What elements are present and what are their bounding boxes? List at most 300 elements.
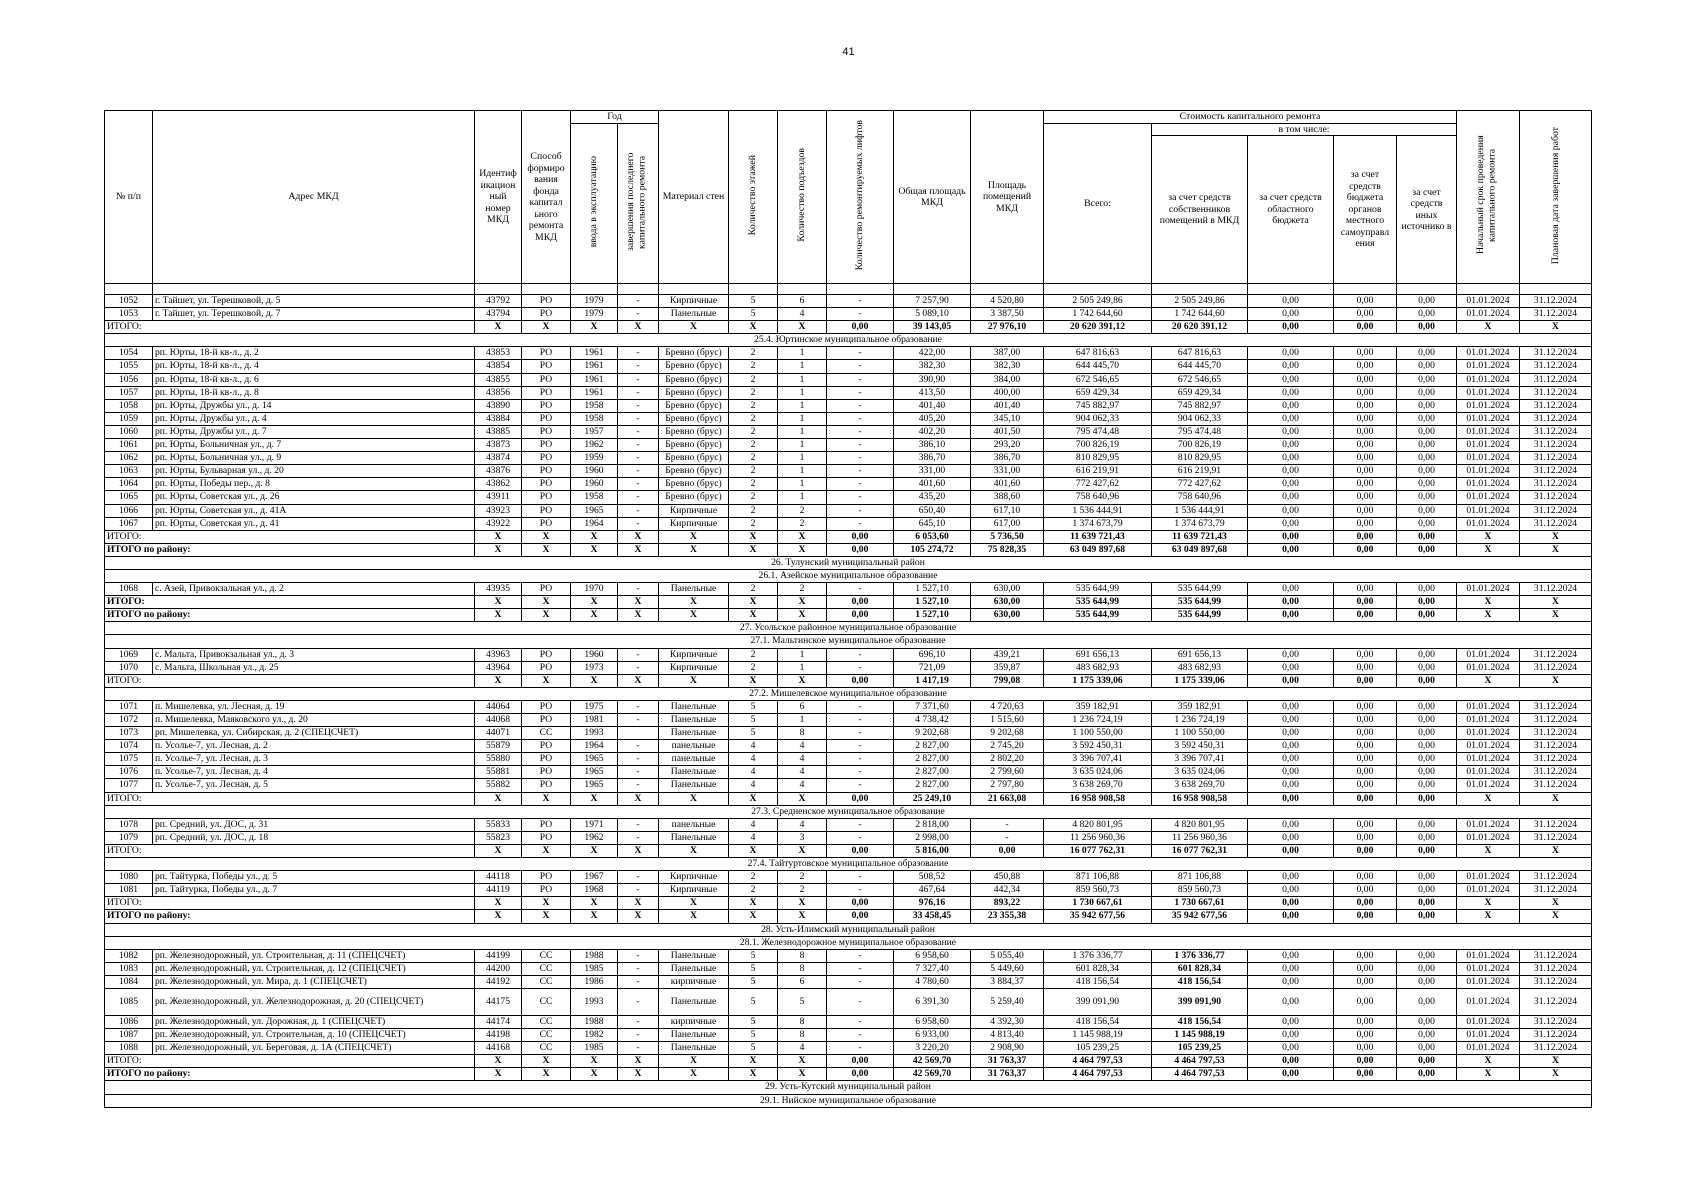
table-cell: 650,40	[894, 504, 971, 517]
table-cell: 0,00	[1397, 988, 1457, 1015]
header-end	[1520, 111, 1592, 284]
header-owners: за счет средств собственников помещений в МКД	[1152, 136, 1248, 284]
table-cell: 1965	[571, 753, 618, 766]
table-cell: 4 780,60	[894, 975, 971, 988]
table-cell: 0,00	[1248, 452, 1334, 465]
table-cell: 0,00	[1334, 884, 1397, 897]
total-cell: 0,00	[827, 321, 894, 334]
table-cell: 44192	[475, 975, 522, 988]
district-total-row	[105, 910, 1592, 923]
total-cell: Х	[571, 792, 618, 805]
total-cell: Х	[1520, 1068, 1592, 1081]
table-cell: СС	[522, 962, 571, 975]
header-address: Адрес МКД	[153, 111, 475, 284]
table-cell: 2 799,60	[971, 766, 1044, 779]
table-cell: 4	[778, 779, 827, 792]
total-cell: 25 249,10	[894, 792, 971, 805]
total-cell: Х	[1520, 543, 1592, 556]
total-cell: 0,00	[827, 674, 894, 687]
table-cell: 0,00	[1334, 412, 1397, 425]
table-cell: 0,00	[1334, 1042, 1397, 1055]
row-number-cell: 1076	[105, 766, 153, 779]
total-cell: 0,00	[1248, 530, 1334, 543]
header-total-area: Общая площадь МКД	[894, 111, 971, 284]
section-header-row	[105, 1081, 1592, 1094]
table-cell: 535 644,99	[1044, 583, 1152, 596]
section-title: 27.2. Мишелевское муниципальное образование	[105, 687, 1592, 700]
total-cell: 0,00	[827, 609, 894, 622]
spacer-cell	[1334, 284, 1397, 295]
total-cell: Х	[522, 792, 571, 805]
table-cell: 43856	[475, 386, 522, 399]
table-cell: 617,10	[971, 504, 1044, 517]
table-cell: Панельные	[659, 949, 729, 962]
subtotal-row	[105, 530, 1592, 543]
table-cell: 31.12.2024	[1520, 949, 1592, 962]
table-cell: 5 259,40	[971, 988, 1044, 1015]
table-cell: Панельные	[659, 714, 729, 727]
table-cell: 0,00	[1334, 478, 1397, 491]
table-cell: -	[827, 412, 894, 425]
total-cell: Х	[522, 530, 571, 543]
table-cell: 0,00	[1248, 818, 1334, 831]
table-cell: 0,00	[1248, 740, 1334, 753]
table-cell: 6 391,30	[894, 988, 971, 1015]
table-cell: 1965	[571, 766, 618, 779]
table-row	[105, 412, 1592, 425]
table-cell: 3 396 707,41	[1044, 753, 1152, 766]
header-entrances	[778, 111, 827, 284]
table-cell: 399 091,90	[1044, 988, 1152, 1015]
table-cell: 0,00	[1397, 962, 1457, 975]
table-cell: 413,50	[894, 386, 971, 399]
table-cell: 450,88	[971, 871, 1044, 884]
table-cell: 5 089,10	[894, 308, 971, 321]
total-cell: 0,00	[1397, 674, 1457, 687]
total-cell: Х	[729, 674, 778, 687]
table-cell: 3	[778, 831, 827, 844]
table-cell: 0,00	[1248, 360, 1334, 373]
table-cell: 43935	[475, 583, 522, 596]
total-cell: 20 620 391,12	[1044, 321, 1152, 334]
table-cell: 43854	[475, 360, 522, 373]
table-cell: Панельные	[659, 583, 729, 596]
total-cell: Х	[571, 596, 618, 609]
table-cell: 2	[729, 517, 778, 530]
total-cell: Х	[1457, 609, 1520, 622]
section-title: 29.1. Нийское муниципальное образование	[105, 1094, 1592, 1107]
table-cell: 1	[778, 452, 827, 465]
table-cell: 31.12.2024	[1520, 871, 1592, 884]
table-cell: Панельные	[659, 700, 729, 713]
table-cell: 0,00	[1248, 766, 1334, 779]
table-cell: 1986	[571, 975, 618, 988]
table-cell: РО	[522, 504, 571, 517]
table-cell: 1993	[571, 988, 618, 1015]
table-cell: 691 656,13	[1044, 648, 1152, 661]
address-cell: рп. Юрты, Советская ул., д. 26	[153, 491, 475, 504]
table-row	[105, 818, 1592, 831]
table-cell: 0,00	[1397, 373, 1457, 386]
total-cell: Х	[618, 596, 659, 609]
total-cell: 0,00	[1334, 674, 1397, 687]
table-cell: 2	[729, 360, 778, 373]
total-cell: 0,00	[1334, 321, 1397, 334]
total-cell: Х	[729, 1055, 778, 1068]
total-cell: Х	[659, 674, 729, 687]
table-cell: 1 376 336,77	[1152, 949, 1248, 962]
table-row	[105, 504, 1592, 517]
table-cell: 0,00	[1334, 818, 1397, 831]
row-number-cell: 1054	[105, 347, 153, 360]
table-cell: Кирпичные	[659, 295, 729, 308]
row-number-cell: 1074	[105, 740, 153, 753]
table-cell: 442,34	[971, 884, 1044, 897]
table-row	[105, 779, 1592, 792]
table-cell: 2 797,80	[971, 779, 1044, 792]
table-cell: 0,00	[1334, 700, 1397, 713]
total-cell: Х	[659, 897, 729, 910]
table-cell: 5	[729, 727, 778, 740]
total-cell: 0,00	[1334, 844, 1397, 857]
table-cell: 01.01.2024	[1457, 491, 1520, 504]
table-cell: 644 445,70	[1044, 360, 1152, 373]
table-cell: 0,00	[1334, 491, 1397, 504]
row-number-cell: 1059	[105, 412, 153, 425]
table-cell: РО	[522, 308, 571, 321]
spacer-cell	[475, 284, 522, 295]
table-cell: 1 100 550,00	[1044, 727, 1152, 740]
table-cell: 0,00	[1397, 1029, 1457, 1042]
table-cell: 31.12.2024	[1520, 1042, 1592, 1055]
total-cell: 5 816,00	[894, 844, 971, 857]
row-number-cell: 1060	[105, 425, 153, 438]
table-cell: 390,90	[894, 373, 971, 386]
address-cell: рп. Юрты, Больничная ул., д. 9	[153, 452, 475, 465]
total-cell: 799,08	[971, 674, 1044, 687]
table-cell: 386,10	[894, 439, 971, 452]
total-cell: Х	[618, 844, 659, 857]
table-cell: 31.12.2024	[1520, 714, 1592, 727]
total-cell: 1 527,10	[894, 609, 971, 622]
table-cell: 1979	[571, 308, 618, 321]
table-cell: 1 236 724,19	[1152, 714, 1248, 727]
table-cell: Панельные	[659, 766, 729, 779]
table-row	[105, 975, 1592, 988]
table-cell: 1961	[571, 386, 618, 399]
section-title: 26.1. Азейское муниципальное образование	[105, 569, 1592, 582]
table-cell: РО	[522, 373, 571, 386]
table-cell: 3 635 024,06	[1044, 766, 1152, 779]
table-cell: 345,10	[971, 412, 1044, 425]
table-cell: 1965	[571, 779, 618, 792]
total-cell: Х	[475, 1068, 522, 1081]
header-id: Идентиф икацион ный номер МКД	[475, 111, 522, 284]
table-cell: 55823	[475, 831, 522, 844]
table-cell: 0,00	[1397, 975, 1457, 988]
table-cell: 0,00	[1397, 478, 1457, 491]
table-cell: 0,00	[1334, 753, 1397, 766]
total-cell: Х	[522, 321, 571, 334]
table-cell: 1 376 336,77	[1044, 949, 1152, 962]
total-cell: Х	[729, 596, 778, 609]
address-cell: с. Азей, Привокзальная ул., д. 2	[153, 583, 475, 596]
total-label: ИТОГО:	[105, 792, 475, 805]
table-cell: 0,00	[1248, 517, 1334, 530]
total-cell: 39 143,05	[894, 321, 971, 334]
table-cell: 0,00	[1334, 504, 1397, 517]
address-cell: рп. Железнодорожный, ул. Береговая, д. 1А (СПЕЦСЧЕТ)	[153, 1042, 475, 1055]
table-cell: Панельные	[659, 988, 729, 1015]
spacer-cell	[618, 284, 659, 295]
table-cell: 384,00	[971, 373, 1044, 386]
table-cell: 402,20	[894, 425, 971, 438]
table-cell: 01.01.2024	[1457, 439, 1520, 452]
table-cell: 01.01.2024	[1457, 753, 1520, 766]
table-cell: 3 387,50	[971, 308, 1044, 321]
table-cell: 401,50	[971, 425, 1044, 438]
total-cell: 0,00	[1397, 792, 1457, 805]
total-cell: Х	[618, 530, 659, 543]
table-cell: 4 738,42	[894, 714, 971, 727]
table-cell: 43922	[475, 517, 522, 530]
row-number-cell: 1080	[105, 871, 153, 884]
address-cell: рп. Железнодорожный, ул. Строительная, д. 11 (СПЕЦСЧЕТ)	[153, 949, 475, 962]
table-row	[105, 727, 1592, 740]
table-cell: 01.01.2024	[1457, 714, 1520, 727]
table-cell: 630,00	[971, 583, 1044, 596]
row-number-cell: 1088	[105, 1042, 153, 1055]
table-cell: 387,00	[971, 347, 1044, 360]
total-cell: Х	[1457, 1055, 1520, 1068]
table-row	[105, 425, 1592, 438]
total-cell: 0,00	[1248, 543, 1334, 556]
table-cell: Бревно (брус)	[659, 360, 729, 373]
address-cell: рп. Юрты, 18-й кв-л., д. 6	[153, 373, 475, 386]
table-cell: -	[827, 714, 894, 727]
table-cell: 859 560,73	[1152, 884, 1248, 897]
row-number-cell: 1073	[105, 727, 153, 740]
table-cell: 0,00	[1397, 949, 1457, 962]
table-cell: РО	[522, 295, 571, 308]
table-cell: 2	[729, 399, 778, 412]
table-cell: -	[827, 504, 894, 517]
table-cell: -	[827, 975, 894, 988]
total-cell: 0,00	[1248, 596, 1334, 609]
total-cell: Х	[522, 596, 571, 609]
table-cell: 1982	[571, 1029, 618, 1042]
table-cell: -	[827, 517, 894, 530]
total-cell: Х	[1520, 844, 1592, 857]
table-cell: 483 682,93	[1152, 661, 1248, 674]
total-cell: 535 644,99	[1152, 596, 1248, 609]
table-cell: -	[827, 962, 894, 975]
subtotal-row	[105, 844, 1592, 857]
table-cell: 0,00	[1397, 779, 1457, 792]
row-number-cell: 1056	[105, 373, 153, 386]
table-cell: СС	[522, 1042, 571, 1055]
table-cell: 5 055,40	[971, 949, 1044, 962]
table-cell: 01.01.2024	[1457, 452, 1520, 465]
table-cell: 3 635 024,06	[1152, 766, 1248, 779]
table-cell: 1967	[571, 871, 618, 884]
table-cell: 871 106,88	[1152, 871, 1248, 884]
total-cell: 1 730 667,61	[1152, 897, 1248, 910]
total-cell: Х	[1457, 543, 1520, 556]
table-cell: 4 392,30	[971, 1015, 1044, 1028]
address-cell: рп. Железнодорожный, ул. Мира, д. 1 (СПЕЦСЧЕТ)	[153, 975, 475, 988]
table-cell: РО	[522, 412, 571, 425]
table-cell: 8	[778, 949, 827, 962]
total-label: ИТОГО:	[105, 844, 475, 857]
table-cell: 617,00	[971, 517, 1044, 530]
table-cell: Бревно (брус)	[659, 386, 729, 399]
table-cell: 0,00	[1334, 949, 1397, 962]
row-number-cell: 1064	[105, 478, 153, 491]
table-cell: 31.12.2024	[1520, 478, 1592, 491]
table-cell: 1985	[571, 962, 618, 975]
table-row	[105, 373, 1592, 386]
address-cell: п. Усолье-7, ул. Лесная, д. 2	[153, 740, 475, 753]
total-cell: 16 958 908,58	[1044, 792, 1152, 805]
table-cell: 2	[778, 504, 827, 517]
section-header-row	[105, 334, 1592, 347]
table-cell: -	[618, 360, 659, 373]
total-cell: Х	[475, 897, 522, 910]
table-cell: 3 884,37	[971, 975, 1044, 988]
address-cell: рп. Юрты, Дружбы ул., д. 4	[153, 412, 475, 425]
total-cell: Х	[571, 897, 618, 910]
table-cell: 2	[729, 648, 778, 661]
address-cell: рп. Железнодорожный, ул. Железнодорожная, д. 20 (СПЕЦСЧЕТ)	[153, 988, 475, 1015]
total-cell: 5 736,50	[971, 530, 1044, 543]
spacer-cell	[778, 284, 827, 295]
row-number-cell: 1055	[105, 360, 153, 373]
table-cell: 44198	[475, 1029, 522, 1042]
row-number-cell: 1057	[105, 386, 153, 399]
table-cell: 359 182,91	[1152, 700, 1248, 713]
table-cell: 31.12.2024	[1520, 399, 1592, 412]
table-cell: 6 958,60	[894, 1015, 971, 1028]
table-cell: -	[618, 779, 659, 792]
table-cell: 1 536 444,91	[1044, 504, 1152, 517]
table-cell: -	[618, 386, 659, 399]
table-cell: РО	[522, 439, 571, 452]
section-header-row	[105, 687, 1592, 700]
table-cell: 601 828,34	[1152, 962, 1248, 975]
total-cell: Х	[778, 530, 827, 543]
spacer-cell	[522, 284, 571, 295]
total-cell: 0,00	[1397, 530, 1457, 543]
table-cell: 691 656,13	[1152, 648, 1248, 661]
table-cell: 659 429,34	[1152, 386, 1248, 399]
table-cell: 616 219,91	[1152, 465, 1248, 478]
spacer-cell	[894, 284, 971, 295]
table-cell: 2	[729, 452, 778, 465]
table-cell: 2 818,00	[894, 818, 971, 831]
subtotal-row	[105, 897, 1592, 910]
row-number-cell: 1070	[105, 661, 153, 674]
address-cell: с. Мальта, Привокзальная ул., д. 3	[153, 648, 475, 661]
spacer-cell	[1248, 284, 1334, 295]
table-cell: 01.01.2024	[1457, 884, 1520, 897]
table-row	[105, 700, 1592, 713]
table-cell: 1964	[571, 517, 618, 530]
table-cell: 01.01.2024	[1457, 504, 1520, 517]
table-cell: 0,00	[1248, 962, 1334, 975]
table-cell: -	[618, 766, 659, 779]
section-header-row	[105, 569, 1592, 582]
table-cell: 6	[778, 295, 827, 308]
table-cell: 0,00	[1397, 452, 1457, 465]
table-cell: 2 827,00	[894, 740, 971, 753]
table-cell: -	[827, 583, 894, 596]
table-row	[105, 740, 1592, 753]
table-cell: -	[618, 1029, 659, 1042]
table-cell: 0,00	[1334, 360, 1397, 373]
table-row	[105, 871, 1592, 884]
table-cell: 0,00	[1397, 386, 1457, 399]
table-cell: 01.01.2024	[1457, 740, 1520, 753]
table-cell: 2 505 249,86	[1152, 295, 1248, 308]
table-cell: -	[618, 962, 659, 975]
table-cell: 659 429,34	[1044, 386, 1152, 399]
table-row	[105, 1015, 1592, 1028]
table-row	[105, 661, 1592, 674]
table-cell: 8	[778, 1029, 827, 1042]
table-cell: 331,00	[894, 465, 971, 478]
table-cell: 43855	[475, 373, 522, 386]
total-cell: 31 763,37	[971, 1068, 1044, 1081]
table-cell: 2	[778, 517, 827, 530]
table-cell: 0,00	[1334, 988, 1397, 1015]
table-cell: 43876	[475, 465, 522, 478]
table-cell: 399 091,90	[1152, 988, 1248, 1015]
total-cell: Х	[1520, 596, 1592, 609]
table-cell: -	[827, 779, 894, 792]
table-row	[105, 884, 1592, 897]
header-year-last	[618, 123, 659, 284]
table-cell: 01.01.2024	[1457, 399, 1520, 412]
table-cell: 0,00	[1334, 295, 1397, 308]
table-cell: 2	[729, 373, 778, 386]
total-cell: Х	[729, 543, 778, 556]
table-cell: 4	[778, 308, 827, 321]
total-cell: 535 644,99	[1152, 609, 1248, 622]
table-cell: 31.12.2024	[1520, 818, 1592, 831]
total-cell: 1 527,10	[894, 596, 971, 609]
table-cell: 0,00	[1397, 700, 1457, 713]
table-cell: 0,00	[1248, 373, 1334, 386]
table-cell: 0,00	[1248, 661, 1334, 674]
total-cell: 0,00	[1334, 596, 1397, 609]
table-cell: Бревно (брус)	[659, 452, 729, 465]
spacer-cell	[1044, 284, 1152, 295]
table-cell: 1 515,60	[971, 714, 1044, 727]
table-cell: 1968	[571, 884, 618, 897]
table-cell: 1971	[571, 818, 618, 831]
total-cell: 0,00	[827, 1068, 894, 1081]
address-cell: п. Усолье-7, ул. Лесная, д. 3	[153, 753, 475, 766]
table-cell: Кирпичные	[659, 504, 729, 517]
total-cell: Х	[659, 321, 729, 334]
subtotal-row	[105, 321, 1592, 334]
spacer-cell	[659, 284, 729, 295]
table-cell: 31.12.2024	[1520, 504, 1592, 517]
table-cell: 0,00	[1248, 491, 1334, 504]
table-cell: 5	[729, 1042, 778, 1055]
table-cell: 1	[778, 412, 827, 425]
